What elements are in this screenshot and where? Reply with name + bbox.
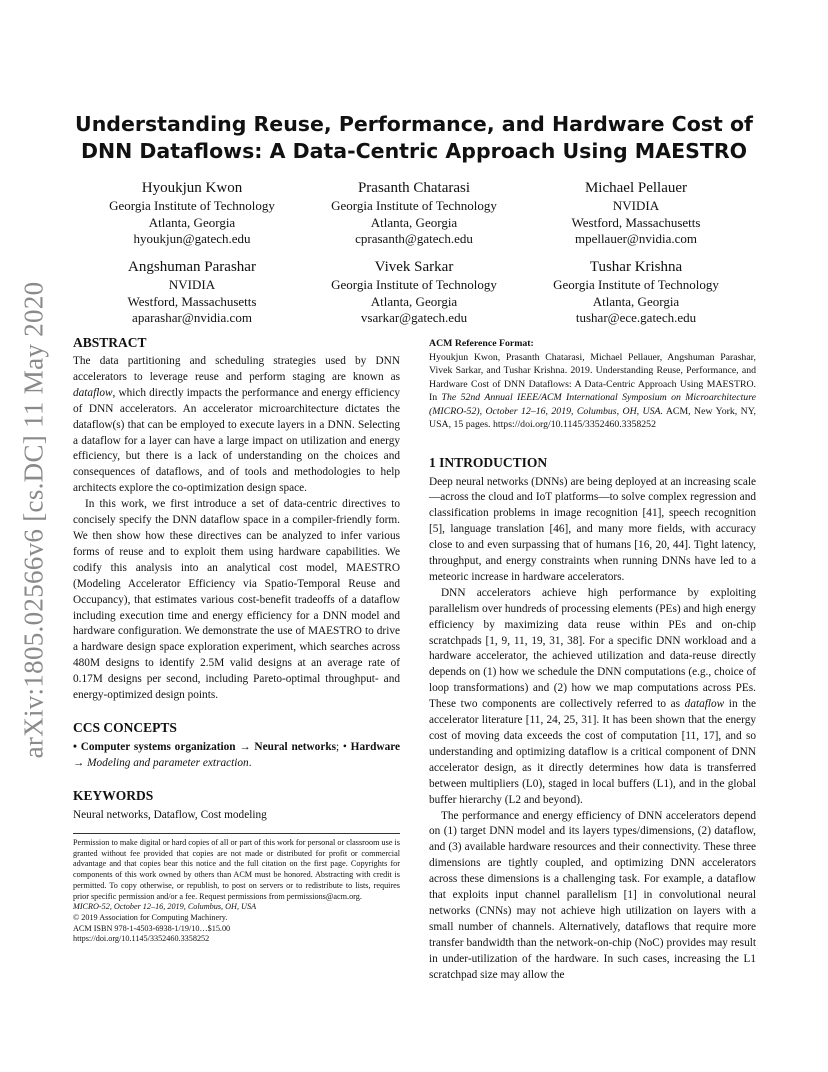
- author-block-1: [77, 179, 307, 248]
- left-column: [73, 334, 400, 824]
- venue-line: MICRO-52, October 12–16, 2019, Columbus, OH, USA: [73, 902, 257, 912]
- isbn-line: ACM ISBN 978-1-4503-6938-1/19/10…$15.00: [73, 923, 231, 933]
- doi-line: https://doi.org/10.1145/3352460.3358252: [73, 934, 210, 944]
- acm-reference-heading: ACM Reference Format:: [429, 338, 534, 349]
- arxiv-sidebar: [14, 270, 54, 770]
- author-email: cprasanth@gatech.edu: [355, 231, 473, 246]
- author-location: Atlanta, Georgia: [370, 293, 458, 309]
- footnote-rule: [73, 833, 400, 834]
- author-location: Atlanta, Georgia: [370, 214, 458, 230]
- ccs-concepts-text: • Computer systems organization → Neural networks; • Hardware → Modeling and parameter extraction.: [73, 740, 401, 769]
- author-email: hyoukjun@gatech.edu: [133, 231, 251, 246]
- author-block-2: [299, 179, 529, 248]
- paper-title: Understanding Reuse, Performance, and Hardware Cost of DNN Dataflows: A Data-Centric Approach Using MAESTRO: [75, 112, 753, 163]
- author-affiliation: Georgia Institute of Technology: [109, 198, 275, 213]
- author-block-4: [77, 258, 307, 327]
- keywords-text: Neural networks, Dataflow, Cost modeling: [73, 808, 267, 821]
- abstract-paragraph-1: The data partitioning and scheduling strategies used by DNN accelerators to leverage reuse and perform staging are known as dataflow, which directly impacts the performance and energy efficiency of DNN accelerators. An accelerator microarchitecture dictates the dataflow(s) that can be employed to execute layers in a DNN. Selecting a dataflow for a layer can have a large impact on utilization and energy efficiency, but there is a lack of understanding on the choices and consequences of dataflows, and of tools and methodologies to help architects explore the co-optimization design space.: [73, 355, 400, 495]
- author-affiliation: Georgia Institute of Technology: [331, 277, 497, 292]
- acm-reference-text: Hyoukjun Kwon, Prasanth Chatarasi, Michael Pellauer, Angshuman Parashar, Vivek Sarkar, and Tushar Krishna. 2019. Understanding Reuse, Performance, and Hardware Cost of DNN Dataflows: A Data-Centric Approach Using MAESTRO. In The 52nd Annual IEEE/ACM International Symposium on Microarchitecture (MICRO-52), October 12–16, 2019, Columbus, OH, USA. ACM, New York, NY, USA, 15 pages. https://doi.org/10.1145/3352460.3358252: [429, 351, 756, 430]
- author-affiliation: NVIDIA: [612, 198, 660, 213]
- intro-paragraph-3: The performance and energy efficiency of DNN accelerators depend on (1) target DNN model and its layers types/dimensions, (2) dataflow, and (3) available hardware resources and their connectivity. These three dimensions are tightly coupled, and optimizing DNN accelerators across these dimensions is a challenging task. For example, a dataflow that exploits input channel parallelism [1] in convolutional neural networks (CNNs) may not achieve high utilization on layers with a small number of channels. Alternatively, dataflows that require more transfer bandwidth than the network-on-chip (NoC) provides may result in under-utilization of the hardware. In such cases, increasing the L1 scratchpad size may allow the: [429, 809, 756, 981]
- author-name: Vivek Sarkar: [374, 259, 454, 275]
- abstract-heading: ABSTRACT: [73, 335, 147, 350]
- author-affiliation: NVIDIA: [168, 277, 216, 292]
- author-location: Westford, Massachusetts: [571, 214, 701, 230]
- introduction-heading: 1 INTRODUCTION: [429, 454, 548, 470]
- author-affiliation: Georgia Institute of Technology: [331, 198, 497, 213]
- author-name: Prasanth Chatarasi: [357, 180, 471, 196]
- author-location: Westford, Massachusetts: [127, 293, 257, 309]
- author-block-6: [521, 258, 751, 327]
- author-block-5: [299, 258, 529, 327]
- author-block-3: [521, 179, 751, 248]
- author-location: Atlanta, Georgia: [148, 214, 236, 230]
- intro-paragraph-1: Deep neural networks (DNNs) are being deployed at an increasing scale—across the cloud and IoT platforms—to solve complex regression and classification problems in image recognition [41], speech recognition [5], language translation [46], and many more fields, with accuracy close to and even surpassing that of humans [16, 20, 44]. Tight latency, throughput, and energy constraints when running DNNs have led to a meteoric increase in hardware accelerators.: [429, 475, 756, 583]
- acm-reference: [429, 337, 756, 432]
- author-email: mpellauer@nvidia.com: [574, 231, 698, 246]
- author-email: vsarkar@gatech.edu: [360, 310, 468, 325]
- author-location: Atlanta, Georgia: [592, 293, 680, 309]
- right-column: [429, 337, 756, 984]
- author-name: Tushar Krishna: [589, 259, 683, 275]
- intro-paragraph-2: DNN accelerators achieve high performance by exploiting parallelism over hundreds of processing elements (PEs) and high energy efficiency by maximizing data reuse within PEs and on-chip scratchpads [1, 9, 11, 19, 31, 38]. For a specific DNN workload and a hardware accelerator, the achieved utilization and data-reuse directly depends on (1) how we schedule the DNN computations (e.g., choice of loop transformations) and (2) how we map computations across PEs. These two components are collectively referred to as dataflow in the accelerator literature [11, 24, 25, 31]. It has been shown that the energy cost of moving data exceeds the cost of computation [11, 17], and so understanding and optimizing dataflow is a critical component of DNN accelerator design, as it directly determines how data is transferred between multipliers (L0), staged in local buffers (L1), and in the global buffer hierarchy (L2 and beyond).: [429, 586, 757, 806]
- author-name: Michael Pellauer: [584, 180, 688, 196]
- copyright-line: © 2019 Association for Computing Machinery.: [73, 912, 228, 922]
- permission-notice: Permission to make digital or hard copies of all or part of this work for personal or classroom use is granted without fee provided that copies are not made or distributed for profit or commercial advantage and that copies bear this notice and the full citation on the first page. Copyrights for components of this work owned by others than ACM must be honored. Abstracting with credit is permitted. To copy otherwise, or republish, to post on servers or to redistribute to lists, requires prior specific permission and/or a fee. Request permissions from permissions@acm.org.: [73, 838, 400, 901]
- author-email: aparashar@nvidia.com: [132, 310, 252, 325]
- abstract-paragraph-2: In this work, we first introduce a set of data-centric directives to concisely specify the DNN dataflow space in a compiler-friendly form. We then show how these directives can be analyzed to infer various forms of reuse and to exploit them using hardware capabilities. We codify this analysis into an analytical cost model, MAESTRO (Modeling Accelerator Efficiency via Spatio-Temporal Reuse and Occupancy), that estimates various cost-benefit tradeoffs of a dataflow including execution time and energy efficiency for a DNN model and hardware configuration. We demonstrate the use of MAESTRO to drive a hardware design space exploration experiment, which searches across 480M designs to identify 2.5M valid designs at an average rate of 0.17M designs per second, including Pareto-optimal throughput- and energy-optimized design points.: [73, 498, 400, 702]
- ccs-heading: CCS CONCEPTS: [73, 719, 177, 735]
- copyright-footnote: [73, 838, 400, 945]
- keywords-heading: KEYWORDS: [73, 787, 154, 803]
- arxiv-identifier: arXiv:1805.02566v6 [cs.DC] 11 May 2020: [18, 281, 49, 759]
- author-name: Hyoukjun Kwon: [141, 180, 243, 196]
- author-name: Angshuman Parashar: [128, 259, 256, 275]
- author-email: tushar@ece.gatech.edu: [575, 310, 697, 325]
- author-affiliation: Georgia Institute of Technology: [553, 277, 719, 292]
